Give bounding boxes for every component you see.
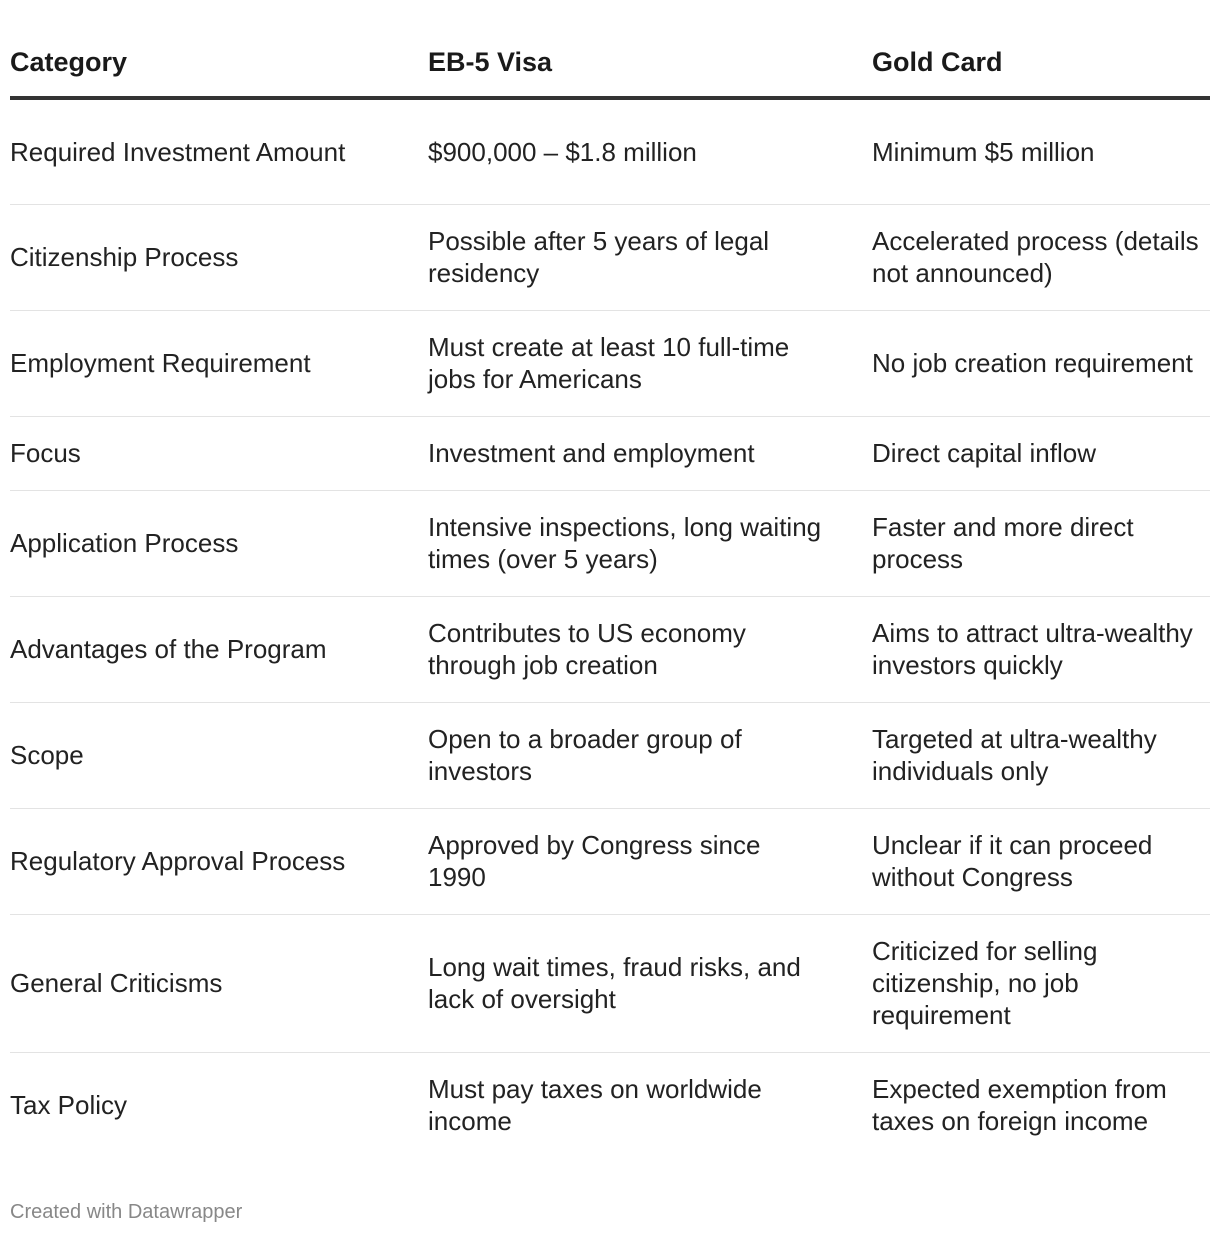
- cell-category: Tax Policy: [10, 1090, 128, 1121]
- table-row: [10, 702, 1210, 808]
- table-row: [10, 204, 1210, 310]
- table-header: [10, 30, 1210, 98]
- table-row: [10, 808, 1210, 914]
- cell-category: Application Process: [10, 490, 428, 596]
- cell-eb5: Open to a broader group of investors: [428, 702, 872, 808]
- header-row: [10, 30, 1210, 98]
- cell-category: Advantages of the Program: [10, 596, 428, 702]
- cell-category: Regulatory Approval Process: [10, 808, 428, 914]
- table-row: [10, 416, 1210, 490]
- table-row: [10, 490, 1210, 596]
- header-category: Category: [10, 30, 428, 98]
- cell-eb5: $900,000 – $1.8 million: [428, 98, 872, 204]
- cell-eb5: Long wait times, fraud risks, and lack of oversight: [428, 914, 872, 1052]
- cell-eb5: Approved by Congress since 1990: [428, 808, 872, 914]
- header-eb5-visa: EB-5 Visa: [428, 30, 872, 98]
- cell-category: Scope: [10, 702, 428, 808]
- comparison-table-container: [10, 30, 1210, 1158]
- table-row: [10, 1052, 1210, 1158]
- cell-category: Employment Requirement: [10, 310, 428, 416]
- cell-gold: No job creation requirement: [872, 310, 1210, 416]
- table-row: [10, 596, 1210, 702]
- cell-gold: Expected exemption from taxes on foreign income: [872, 1074, 1167, 1137]
- cell-gold: Minimum $5 million: [872, 98, 1210, 204]
- cell-gold: Unclear if it can proceed without Congress: [872, 808, 1210, 914]
- cell-gold: Criticized for selling citizenship, no job requirement: [872, 914, 1210, 1052]
- cell-eb5: Must pay taxes on worldwide income: [428, 1074, 762, 1137]
- table-row: [10, 914, 1210, 1052]
- cell-gold: Aims to attract ultra-wealthy investors quickly: [872, 596, 1210, 702]
- cell-eb5: Investment and employment: [428, 416, 872, 490]
- cell-gold: Targeted at ultra-wealthy individuals only: [872, 702, 1210, 808]
- cell-eb5: Possible after 5 years of legal residency: [428, 204, 872, 310]
- table-row: [10, 310, 1210, 416]
- header-gold-card: Gold Card: [872, 30, 1210, 98]
- table-row: [10, 98, 1210, 204]
- cell-category: Citizenship Process: [10, 204, 428, 310]
- cell-eb5: Contributes to US economy through job creation: [428, 596, 872, 702]
- cell-gold: Direct capital inflow: [872, 416, 1210, 490]
- cell-gold: Accelerated process (details not announced): [872, 204, 1210, 310]
- cell-eb5: Must create at least 10 full-time jobs for Americans: [428, 310, 872, 416]
- cell-category: General Criticisms: [10, 914, 428, 1052]
- cell-category: Focus: [10, 416, 428, 490]
- comparison-table: [10, 30, 1210, 1158]
- datawrapper-credit: Created with Datawrapper: [10, 1201, 243, 1223]
- cell-gold: Faster and more direct process: [872, 490, 1210, 596]
- cell-eb5: Intensive inspections, long waiting times (over 5 years): [428, 490, 872, 596]
- table-body: [10, 98, 1210, 1158]
- cell-category: Required Investment Amount: [10, 98, 428, 204]
